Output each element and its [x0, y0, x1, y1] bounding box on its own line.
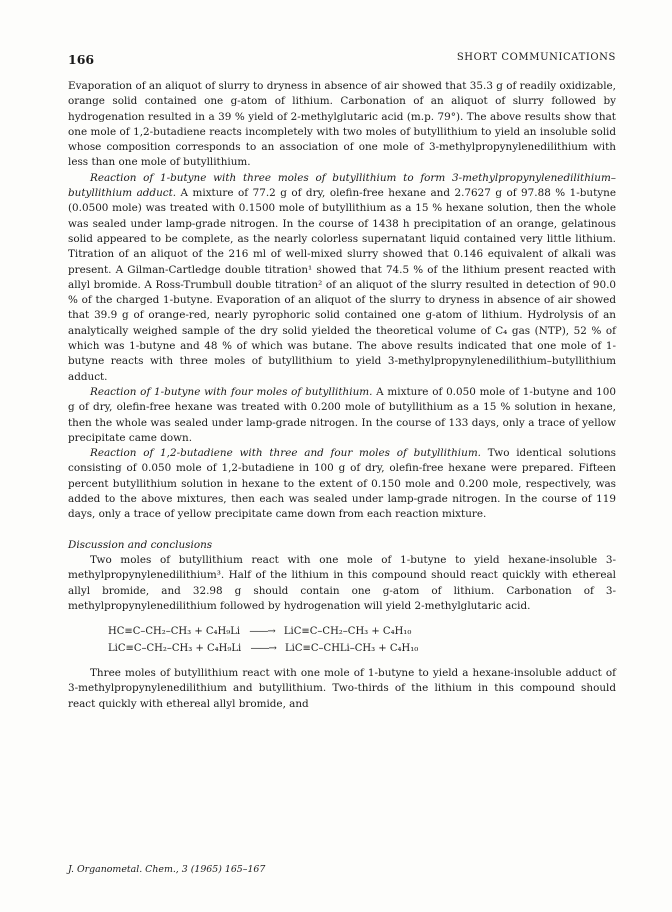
paragraph-four-moles-text: A mixture of 0.050 mole of 1-butyne and 100 g of dry, olefin-free hexane was treated with 0.200 mole of butyllithium as a 15 % solution in hexane, then the whole was sealed under lamp-grade nitrogen. In the course of 133 days, only a trace of yellow precipitate came down.	[68, 385, 616, 444]
reaction-equations	[108, 623, 616, 657]
runin-heading-three-moles: Reaction of 1-butyne with three moles of butyllithium to form 3-methylpropynylenedilithium–butyllithium adduct.	[68, 171, 616, 200]
equation-1	[108, 623, 616, 640]
paragraph-three-moles-text: A mixture of 77.2 g of dry, olefin-free hexane and 2.7627 g of 97.88 % 1-butyne (0.0500 mole) was treated with 0.1500 mole of butyllithium as a 15 % hexane solution, then the whole was sealed under lamp-grade nitrogen. In the course of 1438 h precipitation of an orange, gelatinous solid appeared to be complete, as the nearly colorless supernatant liquid contained very little lithium. Titration of an aliquot of the 216 ml of well-mixed slurry showed that 0.146 equivalent of alkali was present. A Gilman-Cartledge double titration¹ showed that 74.5 % of the lithium present reacted with allyl bromide. A Ross-Trumbull double titration² of an aliquot of the slurry resulted in detection of 90.0 % of the charged 1-butyne. Evaporation of an aliquot of the slurry to dryness in absence of air showed that 39.9 g of orange-red, nearly pyrophoric solid contained one g-atom of lithium. Hydrolysis of an analytically weighed sample of the dry solid yielded the theoretical volume of C₄ gas (NTP), 52 % of which was 1-butyne and 48 % of which was butane. The above results indicated that one mole of 1-butyne reacts with three moles of butyllithium to yield 3-methylpropynylenedilithium–butyllithium adduct.	[68, 187, 616, 383]
equation-2	[108, 640, 616, 657]
equation-2-products: LiC≡C–CHLi–CH₃ + C₄H₁₀	[285, 643, 419, 655]
equation-1-products: LiC≡C–CH₂–CH₃ + C₄H₁₀	[283, 626, 412, 638]
journal-citation-footer: J. Organometal. Chem., 3 (1965) 165–167	[68, 864, 266, 875]
equation-1-reactants: HC≡C–CH₂–CH₃ + C₄H₉Li	[108, 626, 241, 638]
paragraph-butadiene	[68, 446, 616, 522]
reaction-arrow-icon: ——→	[249, 626, 275, 638]
article-body	[68, 79, 616, 712]
section-heading-discussion: Discussion and conclusions	[68, 538, 213, 551]
runin-heading-four-moles: Reaction of 1-butyne with four moles of butyllithium.	[90, 385, 373, 398]
running-head: SHORT COMMUNICATIONS	[456, 52, 616, 63]
paragraph-four-moles	[68, 385, 616, 446]
paragraph-butadiene-text: Two identical solutions consisting of 0.050 mole of 1,2-butadiene in 100 g of dry, olefin-free hexane were prepared. Fifteen percent butyllithium solution in hexane to the extent of 0.150 mole and 0.200 mole, respectively, was added to the above mixtures, then each was sealed under lamp-grade nitrogen. In the course of 119 days, only a trace of yellow precipitate came down from each reaction mixture.	[68, 447, 616, 521]
paragraph-discussion-1: Two moles of butyllithium react with one mole of 1-butyne to yield hexane-insoluble 3-methylpropynylenedilithium³. Half of the lithium in this compound should react quickly with ethereal allyl bromide, and 32.98 g should contain one g-atom of lithium. Carbonation of 3-methylpropynylenedilithium followed by hydrogenation will yield 2-methylglutaric acid.	[68, 553, 616, 612]
runin-heading-butadiene: Reaction of 1,2-butadiene with three and four moles of butyllithium.	[90, 447, 481, 460]
paragraph-discussion-2: Three moles of butyllithium react with one mole of 1-butyne to yield a hexane-insoluble adduct of 3-methylpropynylenedilithium and butyllithium. Two-thirds of the lithium in this compound should react quickly with ethereal allyl bromide, and	[68, 667, 616, 710]
equation-2-reactants: LiC≡C–CH₂–CH₃ + C₄H₉Li	[108, 643, 242, 655]
page-number: 166	[68, 52, 95, 67]
page-header	[68, 52, 616, 68]
paragraph-three-moles	[68, 171, 616, 385]
paragraph-evaporation: Evaporation of an aliquot of slurry to dryness in absence of air showed that 35.3 g of readily oxidizable, orange solid contained one g-atom of lithium. Carbonation of an aliquot of slurry followed by hydrogenation resulted in a 39 % yield of 2-methylglutaric acid (m.p. 79°). The above results show that one mole of 1,2-butadiene reacts incompletely with two moles of butyllithium to yield an insoluble solid whose composition corresponds to an association of one mole of 3-methylpropynylenedilithium with less than one mole of butyllithium.	[68, 80, 616, 169]
reaction-arrow-icon: ——→	[250, 643, 276, 655]
